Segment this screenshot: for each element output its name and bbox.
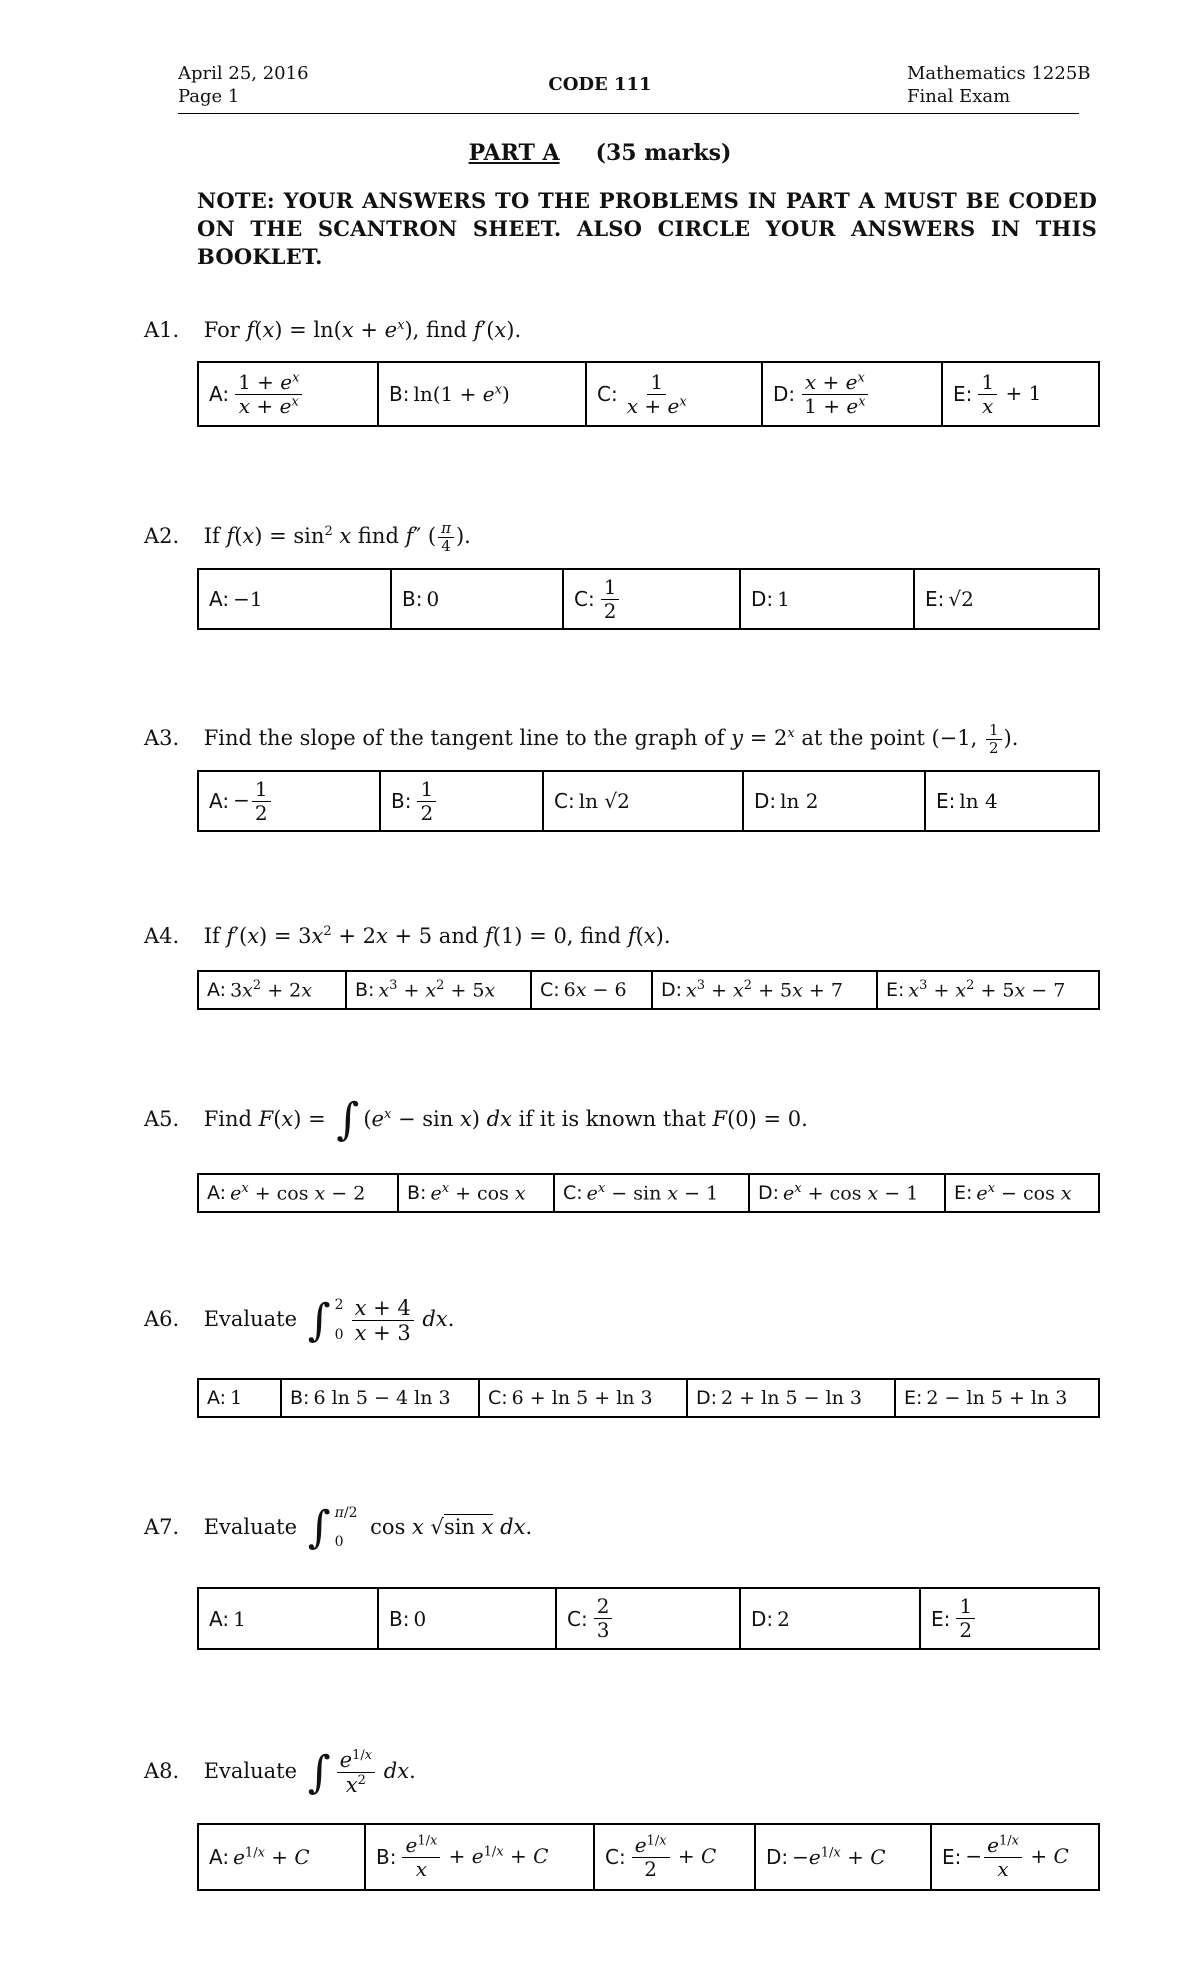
- answer-option-e[interactable]: E: √2: [913, 570, 1098, 628]
- answer-row-a2: [197, 568, 1100, 630]
- question-number: A8.: [144, 1759, 180, 1784]
- answer-option-c[interactable]: C: $\frac{1}{x + e^x}$: [585, 363, 761, 425]
- answer-option-a[interactable]: A: 1: [207, 1387, 243, 1409]
- answer-option-e[interactable]: E: 2 − ln 5 + ln 3: [894, 1380, 1098, 1416]
- answer-row-a4: [197, 970, 1100, 1010]
- answer-option-c[interactable]: C: $e^x - \sin x - 1$: [553, 1175, 748, 1211]
- answer-row-a7: [197, 1587, 1100, 1650]
- answer-option-e[interactable]: E: $x^3 + x^2 + 5x - 7$: [876, 972, 1098, 1008]
- question-text: If $f'(x) = 3x^2 + 2x + 5$ and f(1) = 0, find f(x).: [203, 924, 671, 948]
- answer-option-b[interactable]: B: 0: [390, 570, 562, 628]
- question-text: Evaluate ∫ $\frac{e^{1/x}}{x^2}$ dx.: [203, 1746, 416, 1798]
- answer-option-e[interactable]: E: $\frac{1}{x}$ + 1: [941, 363, 1098, 425]
- exam-code: CODE 111: [548, 74, 652, 95]
- answer-option-a[interactable]: A: $\frac{1 + e^x}{x + e^x}$: [199, 363, 377, 425]
- answer-option-d[interactable]: D: $e^x + \cos x - 1$: [748, 1175, 944, 1211]
- answer-option-c[interactable]: C: 6x − 6: [530, 972, 651, 1008]
- answer-option-b[interactable]: B: $\frac{1}{2}$: [379, 772, 542, 830]
- question-number: A6.: [144, 1307, 180, 1332]
- exam-date: April 25, 2016: [178, 63, 309, 84]
- question-text: Find the slope of the tangent line to the graph of $y = 2^x$ at the point (−1, $\frac{1}{2}$ ).: [203, 721, 1019, 758]
- answer-option-a[interactable]: A: −1: [209, 587, 263, 611]
- part-title: PART A: [468, 140, 560, 166]
- answer-option-b[interactable]: B: $\ln(1 + e^x)$: [377, 363, 585, 425]
- question-a7: [144, 1502, 533, 1554]
- question-number: A2.: [144, 524, 180, 549]
- question-number: A3.: [144, 726, 180, 751]
- answer-option-c[interactable]: C: $\frac{2}{3}$: [555, 1589, 739, 1648]
- answer-option-a[interactable]: A: 1: [209, 1606, 246, 1631]
- exam-name: Final Exam: [907, 86, 1011, 107]
- answer-option-c[interactable]: C: $\frac{e^{1/x}}{2}$ + C: [593, 1825, 754, 1889]
- course-name: Mathematics 1225B: [907, 63, 1091, 84]
- answer-option-c[interactable]: C: ln √2: [542, 772, 742, 830]
- answer-option-b[interactable]: B: 6 ln 5 − 4 ln 3: [280, 1380, 478, 1416]
- answer-option-e[interactable]: E: $e^x - \cos x$: [944, 1175, 1098, 1211]
- question-text: Evaluate ∫ 2 0 $\frac{x + 4}{x + 3}$ dx.: [203, 1294, 455, 1346]
- question-a8: [144, 1748, 416, 1797]
- answer-row-a1: [197, 361, 1100, 427]
- question-a6: [144, 1296, 454, 1345]
- answer-option-a[interactable]: A: − $\frac{1}{2}$: [199, 772, 379, 830]
- answer-option-b[interactable]: B: $x^3 + x^2 + 5x$: [345, 972, 530, 1008]
- answer-option-d[interactable]: D: 2 + ln 5 − ln 3: [686, 1380, 894, 1416]
- answer-option-c[interactable]: C: $\frac{1}{2}$: [562, 570, 739, 628]
- part-marks: (35 marks): [595, 140, 732, 166]
- answer-option-d[interactable]: D: $x^3 + x^2 + 5x + 7$: [651, 972, 876, 1008]
- answer-option-d[interactable]: D: ln 2: [742, 772, 924, 830]
- answer-row-a3: [197, 770, 1100, 832]
- answer-row-a5: [197, 1173, 1100, 1213]
- answer-option-d[interactable]: D: 1: [739, 570, 913, 628]
- answer-option-d[interactable]: D: $-e^{1/x} + C$: [754, 1825, 930, 1889]
- answer-row-a8: [197, 1823, 1100, 1891]
- answer-option-b[interactable]: B: 0: [377, 1589, 555, 1648]
- page-number: Page 1: [178, 86, 240, 107]
- question-number: A1.: [144, 318, 180, 342]
- question-number: A5.: [144, 1106, 180, 1131]
- question-text: If $f(x) = \sin^2 x$ find f″ ( $\frac{\pi}{4}$ ).: [203, 519, 471, 556]
- question-a2: [144, 520, 471, 556]
- answer-option-b[interactable]: B: $\frac{e^{1/x}}{x}$ + $e^{1/x} + C$: [364, 1825, 593, 1889]
- question-a5: [144, 1094, 808, 1145]
- question-text: Evaluate ∫ π/2 0 cos x √sin x dx.: [203, 1502, 533, 1554]
- answer-option-d[interactable]: D: $\frac{x + e^x}{1 + e^x}$: [761, 363, 941, 425]
- answer-option-a[interactable]: A: $e^x + \cos x - 2$: [207, 1181, 366, 1205]
- answer-option-e[interactable]: E: ln 4: [924, 772, 1098, 830]
- answer-option-e[interactable]: E: − $\frac{e^{1/x}}{x}$ + C: [930, 1825, 1098, 1889]
- answer-row-a6: [197, 1378, 1100, 1418]
- answer-option-b[interactable]: B: $e^x + \cos x$: [397, 1175, 553, 1211]
- question-number: A7.: [144, 1514, 180, 1539]
- part-heading: [0, 140, 1200, 166]
- header-divider: [178, 113, 1079, 114]
- header-right: [907, 62, 1091, 108]
- question-text: For $f(x) = \ln(x + e^x)$, find f′(x).: [203, 318, 522, 342]
- answer-option-e[interactable]: E: $\frac{1}{2}$: [919, 1589, 1098, 1648]
- answer-option-a[interactable]: A: $e^{1/x} + C$: [209, 1845, 310, 1869]
- answer-option-c[interactable]: C: 6 + ln 5 + ln 3: [478, 1380, 686, 1416]
- question-text: Find F(x) = ∫ $(e^x - \sin x)$ dx if it is known that F(0) = 0.: [203, 1094, 808, 1145]
- question-a4: [144, 924, 671, 948]
- question-a1: [144, 318, 521, 342]
- instructions-note: NOTE: YOUR ANSWERS TO THE PROBLEMS IN PART A MUST BE CODED ON THE SCANTRON SHEET. ALSO CIRCLE YOUR ANSWERS IN THIS BOOKLET.: [197, 188, 1097, 269]
- question-number: A4.: [144, 924, 180, 948]
- answer-option-a[interactable]: A: $3x^2 + 2x$: [207, 978, 312, 1002]
- answer-option-d[interactable]: D: 2: [739, 1589, 919, 1648]
- question-a3: [144, 722, 1018, 758]
